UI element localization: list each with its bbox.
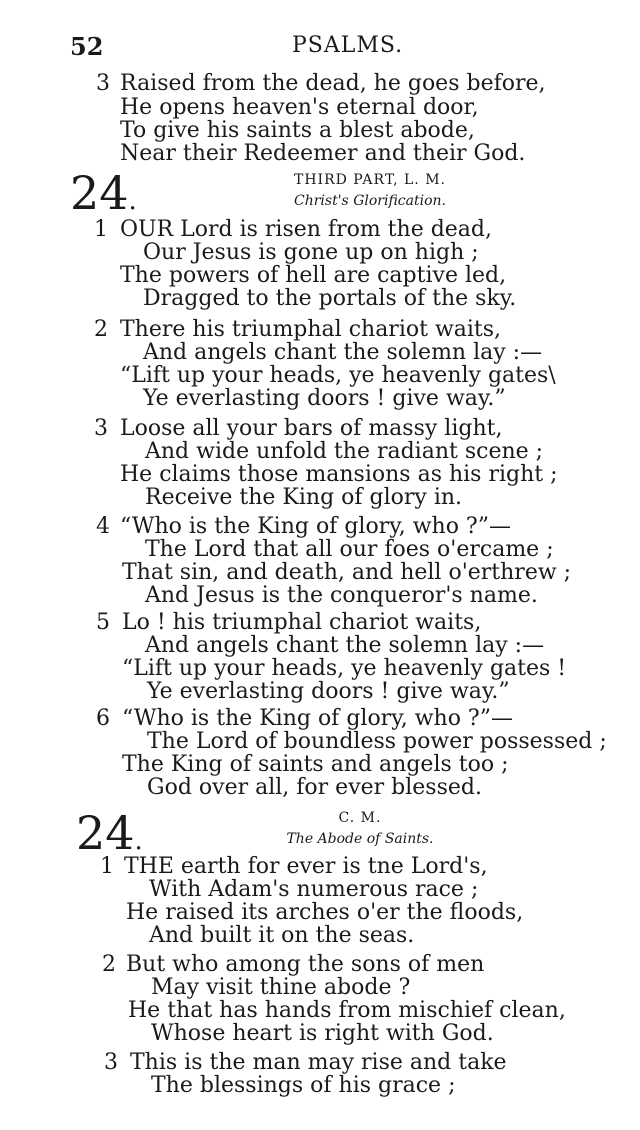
verse-line: “Lift up your heads, ye heavenly gates\: [120, 363, 556, 388]
verse-line: THE earth for ever is tne Lord's,: [124, 854, 488, 879]
verse-line: OUR Lord is risen from the dead,: [120, 217, 493, 242]
stanza-number: 2: [102, 952, 116, 977]
verse-line: He opens heaven's eternal door,: [120, 95, 479, 120]
hymn-subtitle: Christ's Glorification.: [294, 193, 446, 209]
verse-line: That sin, and death, and hell o'erthrew ;: [122, 560, 572, 585]
hymn-number: 24.: [70, 166, 137, 220]
verse-line: And Jesus is the conqueror's name.: [145, 583, 538, 608]
verse-line: Dragged to the portals of the sky.: [143, 286, 517, 311]
stanza-number: 4: [96, 514, 110, 539]
stanza-number: 3: [104, 1050, 118, 1075]
verse-line: The King of saints and angels too ;: [122, 752, 509, 777]
verse-line: May visit thine abode ?: [151, 975, 411, 1000]
verse-line: There his triumphal chariot waits,: [120, 317, 502, 342]
verse-line: “Who is the King of glory, who ?”—: [120, 514, 511, 539]
verse-line: To give his saints a blest abode,: [120, 118, 475, 143]
verse-line: He claims those mansions as his right ;: [120, 462, 558, 487]
verse-line: Whose heart is right with God.: [151, 1021, 494, 1046]
verse-line: And wide unfold the radiant scene ;: [145, 439, 544, 464]
stanza-number: 5: [96, 610, 110, 635]
verse-line: Raised from the dead, he goes before,: [120, 71, 546, 96]
hymn-subtitle: The Abode of Saints.: [286, 831, 434, 847]
verse-line: Receive the King of glory in.: [145, 485, 463, 510]
verse-line: Ye everlasting doors ! give way.”: [143, 386, 506, 411]
verse-line: “Lift up your heads, ye heavenly gates !: [122, 656, 567, 681]
stanza-number: 1: [100, 854, 114, 879]
verse-line: Lo ! his triumphal chariot waits,: [122, 610, 482, 635]
hymn-meter: THIRD PART, L. M.: [294, 172, 446, 188]
stanza-number: 3: [94, 416, 108, 441]
page-number: 52: [70, 32, 104, 61]
verse-line: With Adam's numerous race ;: [149, 877, 479, 902]
verse-line: Loose all your bars of massy light,: [120, 416, 503, 441]
verse-line: Ye everlasting doors ! give way.”: [147, 679, 510, 704]
verse-line: He that has hands from mischief clean,: [128, 998, 566, 1023]
verse-line: God over all, for ever blessed.: [147, 775, 482, 800]
running-title: PSALMS.: [292, 33, 404, 58]
verse-line: The Lord of boundless power possessed ;: [147, 729, 607, 754]
running-head: [70, 32, 610, 62]
verse-line: And angels chant the solemn lay :—: [143, 340, 543, 365]
verse-line: The blessings of his grace ;: [151, 1073, 456, 1098]
verse-line: Our Jesus is gone up on high ;: [143, 240, 479, 265]
stanza-number: 2: [94, 317, 108, 342]
verse-line: This is the man may rise and take: [130, 1050, 507, 1075]
stanza-number: 1: [94, 217, 108, 242]
stanza-number: 6: [96, 706, 110, 731]
verse-line: The powers of hell are captive led,: [120, 263, 507, 288]
verse-line: But who among the sons of men: [126, 952, 485, 977]
verse-line: Near their Redeemer and their God.: [120, 141, 526, 166]
verse-line: The Lord that all our foes o'ercame ;: [145, 537, 554, 562]
verse-line: And angels chant the solemn lay :—: [145, 633, 545, 658]
verse-line: “Who is the King of glory, who ?”—: [122, 706, 513, 731]
hymn-meter: C. M.: [338, 810, 382, 826]
stanza-number: 3: [96, 71, 110, 96]
hymn-number: 24.: [76, 806, 143, 860]
verse-line: And built it on the seas.: [149, 923, 415, 948]
verse-line: He raised its arches o'er the floods,: [126, 900, 524, 925]
